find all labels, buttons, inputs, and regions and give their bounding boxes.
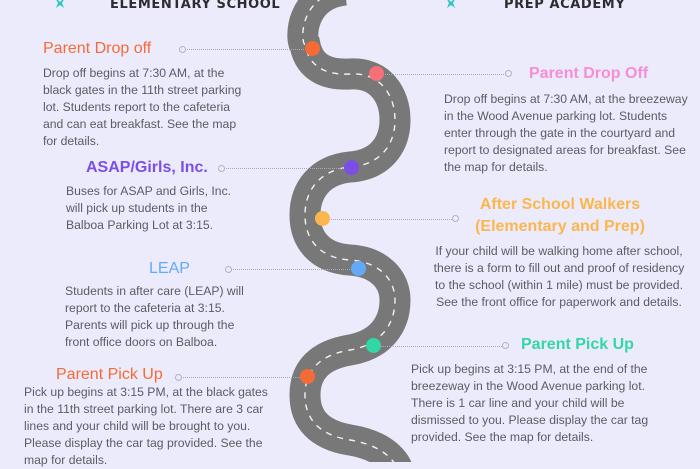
milestone-dot-teal: [366, 338, 381, 353]
milestone-dot-purple: [344, 160, 359, 175]
connector-end: [502, 342, 509, 349]
connector-end: [505, 70, 512, 77]
connector-end: [175, 374, 182, 381]
left-school-name: ELEMENTARY SCHOOL: [110, 0, 281, 12]
after-school-walkers-text: If your child will be walking home after school, there is a form to fill out and proof of residency to the school (within 1 mile) must be provided. See the front office for paperwork and details.: [433, 244, 685, 309]
after-school-walkers-title-1: After School Walkers: [479, 196, 641, 213]
milestone-dot-blue: [351, 261, 366, 276]
connector-end: [218, 165, 225, 172]
left-parent-pick-up-text: Pick up begins at 3:15 PM, at the black gates in the 11th street parking lot. There are 3 car lines and your child will be brought to you. Please display the car tag provided. See the map for details.: [24, 385, 268, 467]
milestone-dot-coral: [369, 66, 384, 81]
right-parent-drop-off-text: Drop off begins at 7:30 AM, at the breezeway in the Wood Avenue parking lot. Students enter through the gate in the courtyard and report to designated areas for breakfast. See the map for details.: [444, 92, 688, 174]
milestone-dot-orange-2: [300, 369, 315, 384]
connector-end: [179, 46, 186, 53]
asap-girls-inc-title: ASAP/Girls, Inc.: [86, 159, 208, 176]
milestone-dot-orange: [305, 41, 320, 56]
left-parent-pick-up-title: Parent Pick Up: [56, 366, 163, 383]
right-parent-pick-up-title: Parent Pick Up: [521, 336, 634, 353]
connector-line: [378, 74, 506, 75]
milestone-dot-amber: [315, 211, 330, 226]
connector-line: [223, 168, 351, 169]
leap-title: LEAP: [149, 260, 190, 277]
connector-line: [324, 219, 454, 220]
after-school-walkers-title-2: (Elementary and Prep): [475, 218, 645, 235]
left-parent-drop-off-title: Parent Drop off: [43, 40, 152, 57]
leap-text: Students in after care (LEAP) will report to the cafeteria at 3:15. Parents will pick up through the front office doors on Balboa.: [65, 284, 244, 349]
connector-line: [184, 49, 312, 50]
asap-girls-inc-text: Buses for ASAP and Girls, Inc. will pick up students in the Balboa Parking Lot at 3:15.: [66, 184, 232, 232]
right-parent-drop-off-title: Parent Drop Off: [529, 65, 649, 82]
connector-end: [225, 266, 232, 273]
connector-line: [180, 377, 308, 378]
connector-line: [230, 269, 358, 270]
left-parent-drop-off-text: Drop off begins at 7:30 AM, at the black gates in the 11th street parking lot. Students report to the cafeteria and can eat breakfast. See the map for details.: [43, 66, 242, 148]
right-school-name: PREP ACADEMY: [504, 0, 626, 12]
connector-line: [374, 346, 504, 347]
right-parent-pick-up-text: Pick up begins at 3:15 PM, at the end of the breezeway in the Wood Avenue parking lot. There is 1 car line and your child will be dismissed to you. Please display the car tag provided. See the map for details.: [411, 362, 649, 444]
